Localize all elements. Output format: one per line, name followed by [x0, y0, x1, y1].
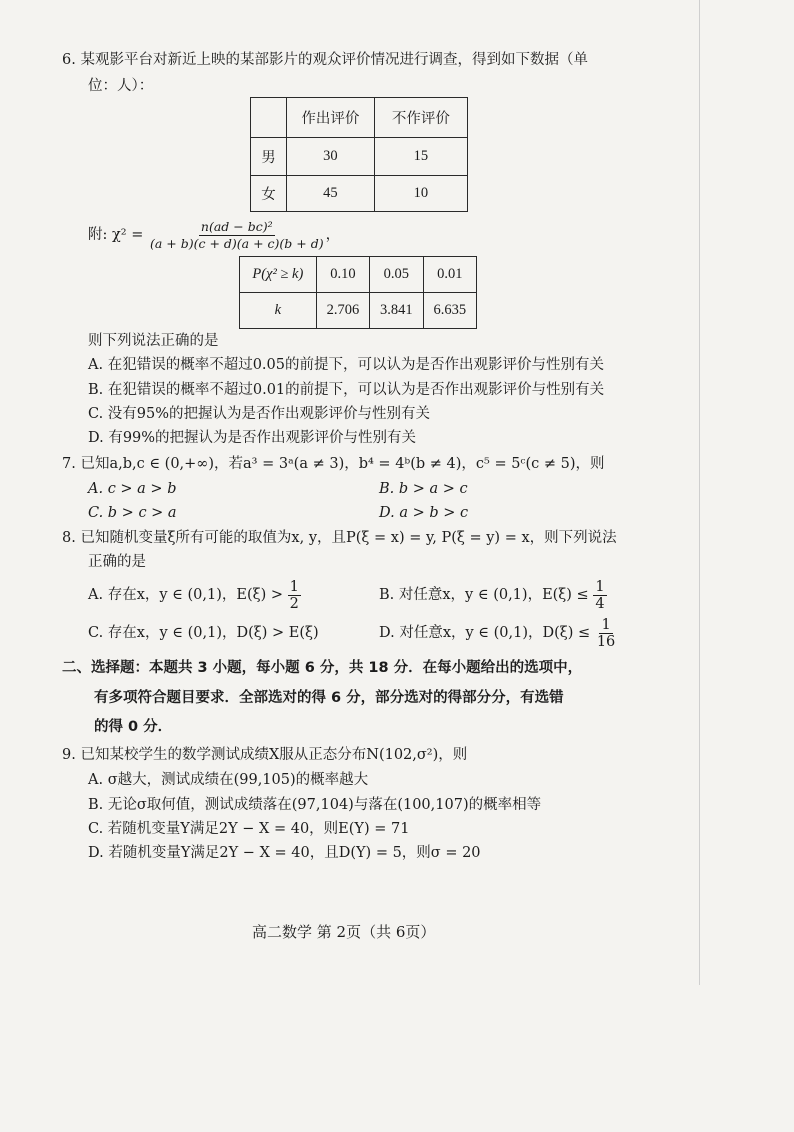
table-cell: 10 [374, 176, 467, 212]
section2-heading-line2: 有多项符合题目要求．全部选对的得 6 分，部分选对的得部分分，有选错 [94, 690, 564, 706]
formula-numerator: n(ad − bc)² [200, 218, 273, 234]
table-row [251, 138, 468, 176]
table-cell: P(χ² ≥ k) [240, 257, 317, 293]
table-cell: 女 [251, 176, 287, 212]
q7-option-a: A. c > a > b [88, 481, 177, 497]
q8-option-b-text: B. 对任意x，y ∈ (0,1)，E(ξ) ≤ [379, 587, 589, 603]
q8-option-d-text: D. 对任意x，y ∈ (0,1)，D(ξ) ≤ [379, 625, 591, 641]
table-row [240, 293, 477, 329]
page-edge-line [699, 0, 700, 985]
q8-option-b-fraction [593, 579, 606, 612]
q8-option-a-fraction [288, 579, 301, 612]
q6-option-d: D. 有99%的把握认为是否作出观影评价与性别有关 [88, 430, 417, 446]
table-cell: 男 [251, 138, 287, 176]
q8-option-b [379, 578, 607, 612]
q8-option-d-fraction [595, 617, 617, 650]
q6-survey-table [250, 97, 468, 212]
table-cell: 15 [374, 138, 467, 176]
formula-suffix: ， [325, 227, 341, 243]
fraction-numerator: 1 [601, 616, 611, 633]
q7-option-c: C. b > c > a [88, 505, 177, 521]
fraction-denominator: 16 [596, 633, 616, 650]
table-header-cell: 不作评价 [374, 98, 467, 138]
q9-option-b: B. 无论σ取何值，测试成绩落在(97,104)与落在(100,107)的概率相等 [88, 797, 542, 813]
q9-option-a: A. σ越大，测试成绩在(99,105)的概率越大 [88, 772, 369, 788]
q6-option-c: C. 没有95%的把握认为是否作出观影评价与性别有关 [88, 406, 431, 422]
q9-option-c: C. 若随机变量Y满足2Y − X = 40，则E(Y) = 71 [88, 821, 410, 837]
page-footer: 高二数学 第 2页（共 6页） [252, 923, 436, 941]
q7-option-b: B. b > a > c [379, 481, 468, 497]
q6-stem-line2: 位：人）： [88, 78, 154, 94]
q9-stem: 9. 已知某校学生的数学测试成绩X服从正态分布N(102,σ²)，则 [62, 747, 468, 763]
formula-denominator: (a + b)(c + d)(a + c)(b + d) [149, 235, 324, 251]
q8-stem-line2: 正确的是 [88, 554, 146, 570]
q9-option-d: D. 若随机变量Y满足2Y − X = 40，且D(Y) = 5，则σ = 20 [88, 845, 481, 861]
table-cell: 0.10 [316, 257, 369, 293]
q6-stem-line1: 6. 某观影平台对新近上映的某部影片的观众评价情况进行调查，得到如下数据（单 [62, 52, 588, 68]
chi-square-formula [88, 218, 340, 252]
table-cell: 30 [287, 138, 375, 176]
q6-question: 则下列说法正确的是 [88, 333, 219, 349]
table-header-cell: 作出评价 [287, 98, 375, 138]
q6-option-b: B. 在犯错误的概率不超过0.01的前提下，可以认为是否作出观影评价与性别有关 [88, 382, 605, 398]
formula-prefix: 附: χ² = [88, 227, 144, 243]
table-cell: 6.635 [423, 293, 476, 329]
q8-stem-line1: 8. 已知随机变量ξ所有可能的取值为x, y，且P(ξ = x) = y, P(ξ = y) = x，则下列说法 [62, 530, 617, 546]
table-cell: 3.841 [370, 293, 423, 329]
table-cell: 0.01 [423, 257, 476, 293]
q7-option-d: D. a > b > c [379, 505, 469, 521]
q8-option-d [379, 616, 617, 650]
section2-heading-line1: 二、选择题：本题共 3 小题，每小题 6 分，共 18 分．在每小题给出的选项中， [62, 660, 583, 676]
table-cell: 0.05 [370, 257, 423, 293]
table-cell: 2.706 [316, 293, 369, 329]
fraction-denominator: 4 [595, 595, 605, 612]
q7-stem: 7. 已知a,b,c ∈ (0,+∞)，若a³ = 3ᵃ(a ≠ 3)，b⁴ = 4ᵇ(b ≠ 4)，c⁵ = 5ᶜ(c ≠ 5)，则 [62, 456, 605, 472]
q8-option-a-text: A. 存在x，y ∈ (0,1)，E(ξ) > [88, 587, 284, 603]
fraction-numerator: 1 [289, 578, 299, 595]
q8-option-a [88, 578, 301, 612]
fraction-denominator: 2 [289, 595, 299, 612]
fraction-numerator: 1 [595, 578, 605, 595]
table-cell: k [240, 293, 317, 329]
table-row [251, 176, 468, 212]
table-cell: 45 [287, 176, 375, 212]
table-row [240, 257, 477, 293]
table-header-cell [251, 98, 287, 138]
formula-fraction [148, 219, 326, 252]
q6-option-a: A. 在犯错误的概率不超过0.05的前提下，可以认为是否作出观影评价与性别有关 [88, 357, 604, 373]
q8-option-c: C. 存在x，y ∈ (0,1)，D(ξ) > E(ξ) [88, 625, 319, 641]
chi-square-critical-table [239, 256, 477, 329]
section2-heading-line3: 的得 0 分． [94, 719, 173, 735]
